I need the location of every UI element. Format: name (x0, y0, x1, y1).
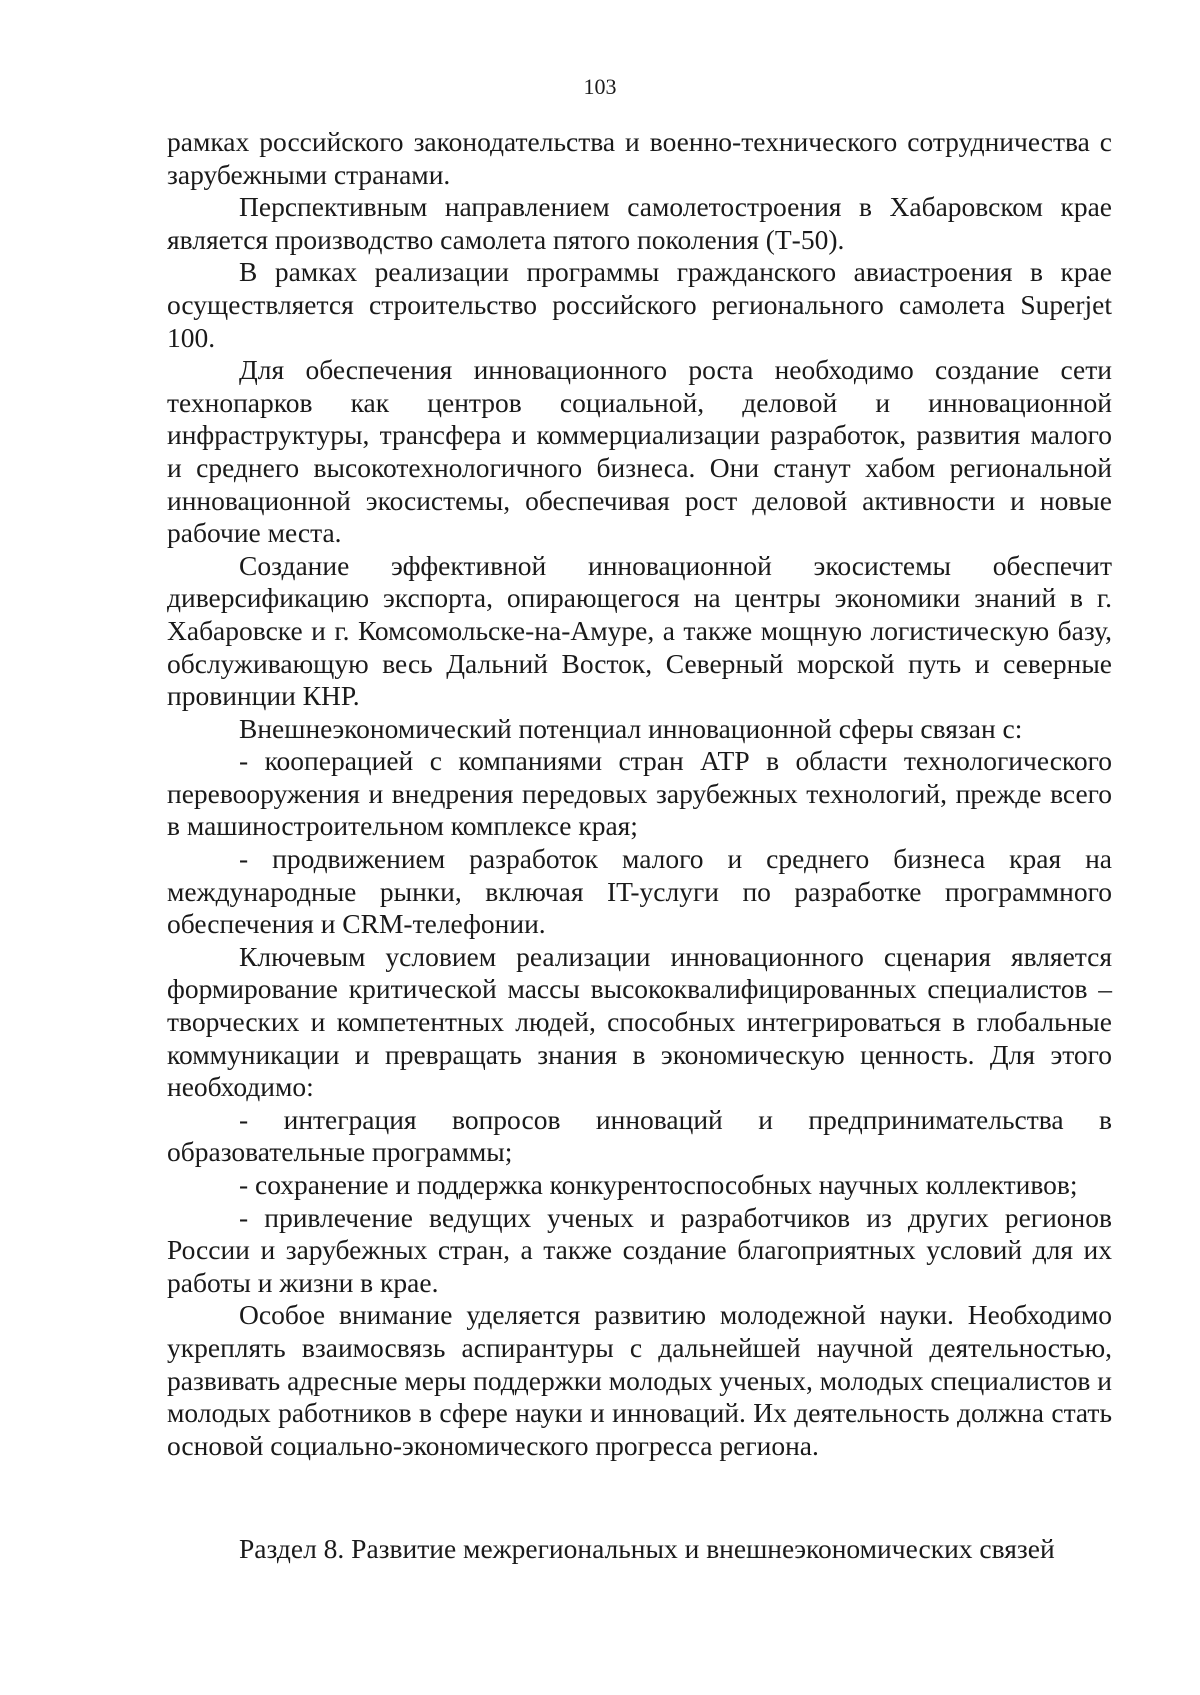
paragraph: В рамках реализации программы гражданского авиастроения в крае осуществляется строительство российского регионального самолета Superjet 100. (167, 256, 1112, 353)
list-item: - привлечение ведущих ученых и разработчиков из других регионов России и зарубежных стран, а также создание благоприятных условий для их работы и жизни в крае. (167, 1201, 1112, 1298)
page-number: 103 (583, 74, 617, 99)
paragraph: Ключевым условием реализации инновационного сценария является формирование критической массы высококвалифицированных специалистов – творческих и компетентных людей, способных интегрироваться в глобальные коммуникации и превращать знания в экономическую ценность. Для этого необходимо: (167, 940, 1112, 1103)
paragraph: Для обеспечения инновационного роста необходимо создание сети технопарков как центров социальной, деловой и инновационной инфраструктуры, трансфера и коммерциализации разработок, развития малого и среднего высокотехнологичного бизнеса. Они станут хабом региональной инновационной экосистемы, обеспечивая рост деловой активности и новые рабочие места. (167, 354, 1112, 549)
paragraph: Особое внимание уделяется развитию молодежной науки. Необходимо укреплять взаимосвязь аспирантуры с дальнейшей научной деятельностью, развивать адресные меры поддержки молодых ученых, молодых специалистов и молодых работников в сфере науки и инноваций. Их деятельность должна стать основой социально-экономического прогресса региона. (167, 1299, 1112, 1461)
list-item: - интеграция вопросов инноваций и предпринимательства в образовательные программы; (167, 1103, 1112, 1168)
list-item: - кооперацией с компаниями стран АТР в области технологического перевооружения и внедрения передовых зарубежных технологий, прежде всего в машиностроительном комплексе края; (167, 745, 1112, 842)
paragraph: Внешнеэкономический потенциал инновационной сферы связан с: (239, 712, 1023, 744)
paragraph: рамках российского законодательства и военно-технического сотрудничества с зарубежными странами. (167, 126, 1112, 190)
paragraph: Перспективным направлением самолетостроения в Хабаровском крае является производство самолета пятого поколения (Т-50). (167, 191, 1112, 255)
section-heading: Раздел 8. Развитие межрегиональных и внешнеэкономических связей (239, 1533, 1055, 1564)
body-text (167, 126, 1112, 1462)
list-item: - сохранение и поддержка конкурентоспособных научных коллективов; (239, 1169, 1078, 1200)
paragraph: Создание эффективной инновационной экосистемы обеспечит диверсификацию экспорта, опирающегося на центры экономики знаний в г. Хабаровске и г. Комсомольске-на-Амуре, а также мощную логистическую базу, обслуживающую весь Дальний Восток, Северный морской путь и северные провинции КНР. (167, 549, 1112, 712)
list-item: - продвижением разработок малого и среднего бизнеса края на международные рынки, включая IT-услуги по разработке программного обеспечения и CRM-телефонии. (167, 843, 1112, 940)
